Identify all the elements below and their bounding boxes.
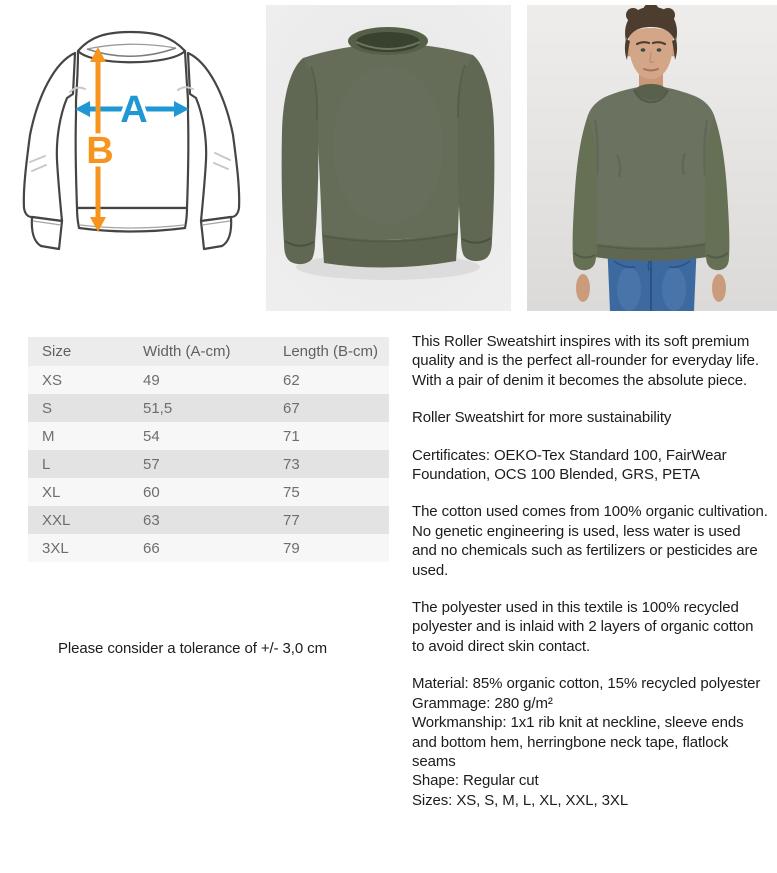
size-row-3xl bbox=[28, 534, 389, 562]
width-label-a: A bbox=[120, 89, 148, 131]
model-sweatshirt-torso bbox=[588, 87, 714, 255]
size-row-xxl bbox=[28, 506, 389, 534]
model-left-hand bbox=[576, 274, 590, 302]
column-header-length: Length (B-cm) bbox=[283, 343, 379, 360]
width-cell: 54 bbox=[143, 427, 160, 445]
width-cell: 66 bbox=[143, 539, 160, 557]
size-row-xs bbox=[28, 366, 389, 394]
diagram-right-sleeve bbox=[188, 53, 239, 221]
length-cell: 71 bbox=[283, 427, 300, 445]
spec-line-3: Workmanship: 1x1 rib knit at neckline, sleeve ends and bottom hem, herringbone neck tape, flatlock seams bbox=[412, 714, 744, 770]
size-row-xl bbox=[28, 478, 389, 506]
width-cell: 49 bbox=[143, 371, 160, 389]
size-row-s bbox=[28, 394, 389, 422]
column-header-size: Size bbox=[42, 343, 72, 360]
size-cell: XL bbox=[42, 483, 61, 501]
product-photo-model bbox=[527, 5, 777, 311]
size-cell: S bbox=[42, 399, 53, 417]
description-paragraphs bbox=[412, 332, 768, 656]
width-cell: 51,5 bbox=[143, 399, 173, 417]
size-row-l bbox=[28, 450, 389, 478]
description-paragraph-5: The polyester used in this textile is 100% recycled polyester and is inlaid with 2 layers of organic cotton to avoid direct skin contact. bbox=[412, 599, 754, 655]
description-paragraph-4: The cotton used comes from 100% organic cultivation. No genetic engineering is used, less water is used and no chemicals such as fertilizers or pesticides are used. bbox=[412, 503, 768, 579]
size-cell: L bbox=[42, 455, 51, 473]
tolerance-note: Please consider a tolerance of +/- 3,0 cm bbox=[58, 640, 327, 657]
diagram-left-sleeve bbox=[24, 53, 75, 221]
size-cell: 3XL bbox=[42, 539, 69, 557]
length-cell: 62 bbox=[283, 371, 300, 389]
size-cell: XS bbox=[42, 371, 63, 389]
size-diagram-image bbox=[10, 20, 250, 260]
sweatshirt-diagram bbox=[10, 20, 250, 260]
spec-line-4: Shape: Regular cut bbox=[412, 772, 539, 790]
size-cell: M bbox=[42, 427, 55, 445]
spec-line-1: Material: 85% organic cotton, 15% recycled polyester bbox=[412, 675, 761, 693]
length-cell: 73 bbox=[283, 455, 300, 473]
size-table-body bbox=[28, 366, 389, 562]
flat-sweatshirt-photo bbox=[266, 5, 511, 311]
model-eyes bbox=[641, 48, 646, 51]
model-right-hand bbox=[712, 274, 726, 302]
width-cell: 57 bbox=[143, 455, 160, 473]
size-table bbox=[28, 337, 389, 562]
width-cell: 60 bbox=[143, 483, 160, 501]
length-label-b: B bbox=[86, 130, 114, 172]
length-cell: 77 bbox=[283, 511, 300, 529]
spec-line-2: Grammage: 280 g/m² bbox=[412, 694, 553, 712]
size-row-m bbox=[28, 422, 389, 450]
length-cell: 79 bbox=[283, 539, 300, 557]
size-table-header bbox=[28, 337, 389, 366]
length-cell: 67 bbox=[283, 399, 300, 417]
description-paragraph-3: Certificates: OEKO-Tex Standard 100, FairWear Foundation, OCS 100 Blended, GRS, PETA bbox=[412, 446, 727, 484]
description-paragraph-2: Roller Sweatshirt for more sustainability bbox=[412, 409, 672, 427]
length-cell: 75 bbox=[283, 483, 300, 501]
flat-highlight bbox=[333, 65, 443, 225]
size-cell: XXL bbox=[42, 511, 71, 529]
width-cell: 63 bbox=[143, 511, 160, 529]
product-specs bbox=[412, 674, 768, 810]
description-paragraph-1: This Roller Sweatshirt inspires with its soft premium quality and is the perfect all-rounder for everyday life. With a pair of denim it becomes the absolute piece. bbox=[412, 333, 759, 389]
product-description bbox=[412, 332, 768, 810]
model-photo bbox=[527, 5, 777, 311]
spec-line-5: Sizes: XS, S, M, L, XL, XXL, 3XL bbox=[412, 791, 629, 809]
column-header-width: Width (A-cm) bbox=[143, 343, 231, 360]
product-photo-flat bbox=[266, 5, 511, 311]
